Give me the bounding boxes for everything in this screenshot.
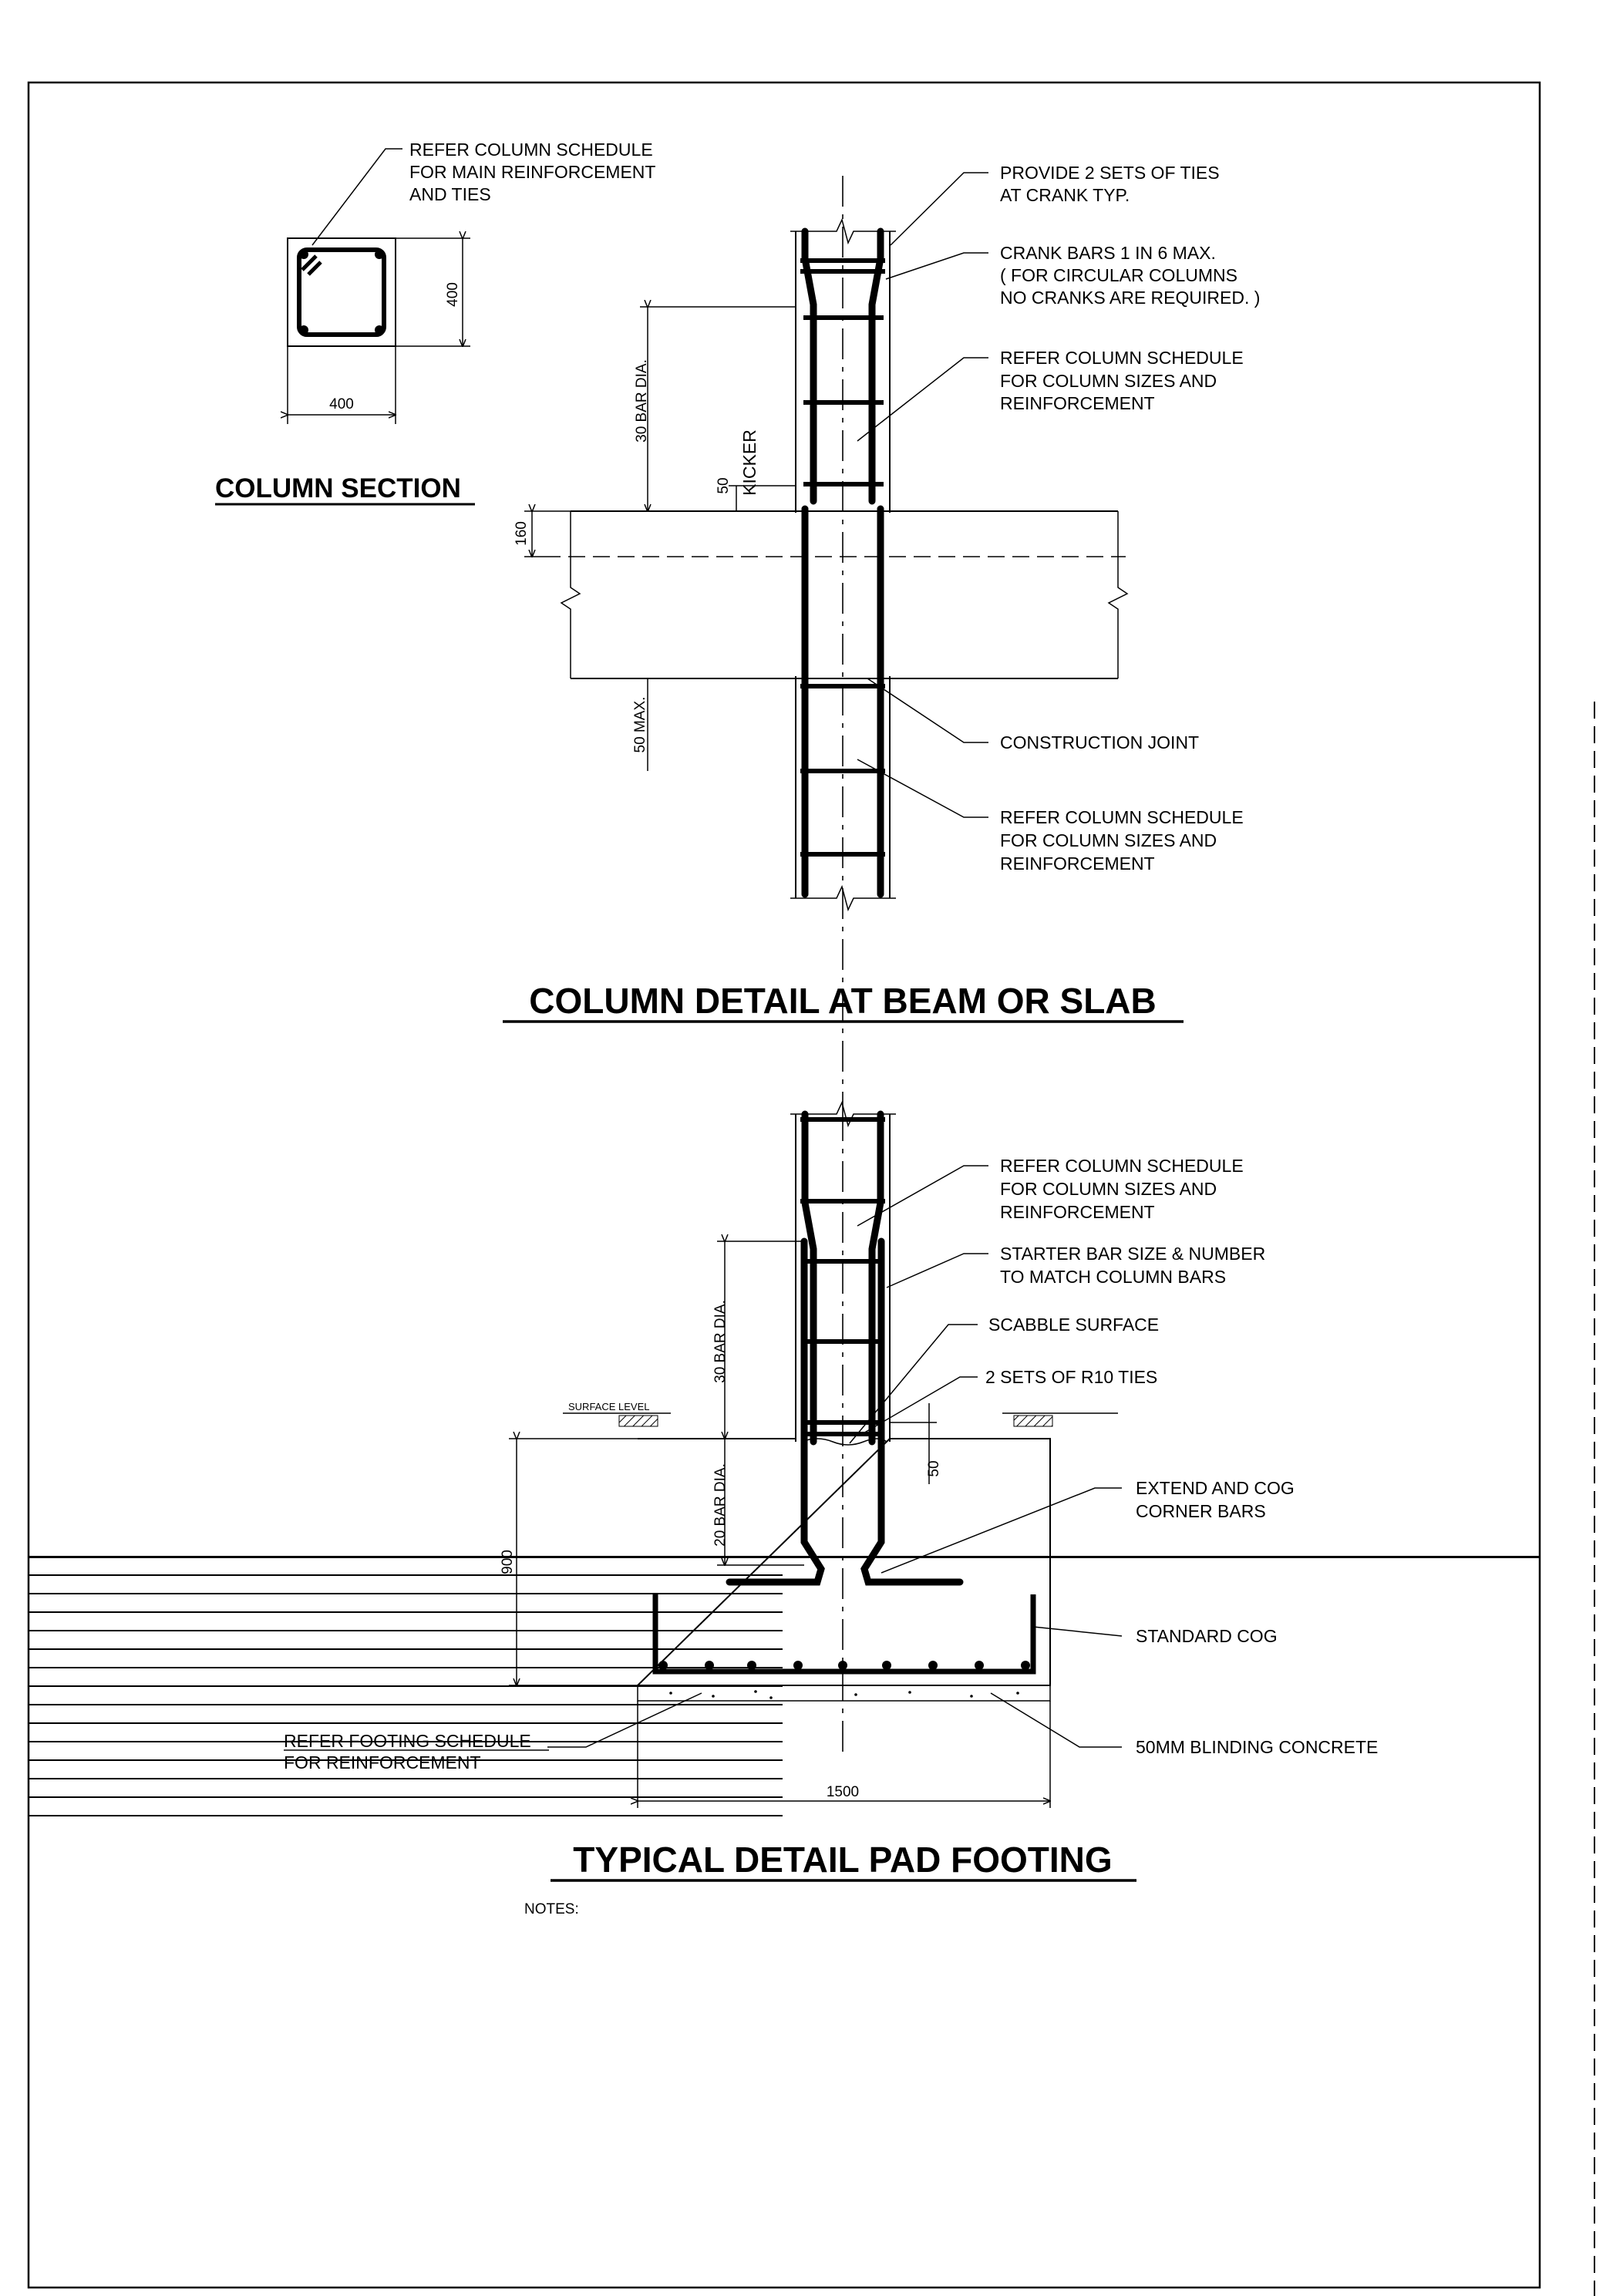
beam-ties-note: PROVIDE 2 SETS OF TIES AT CRANK TYP. (1000, 163, 1220, 205)
column-section-width-dim: 400 (329, 396, 354, 412)
column-section-title: COLUMN SECTION (215, 473, 461, 503)
surface-hatch-right (1014, 1416, 1052, 1426)
surface-level-label: SURFACE LEVEL (568, 1401, 650, 1412)
slab-dim: 160 (514, 521, 530, 546)
column-section (215, 140, 660, 504)
column-section-note: REFER COLUMN SCHEDULE FOR MAIN REINFORCEMENT AND TIES (409, 140, 656, 204)
footing-detail-title: TYPICAL DETAIL PAD FOOTING (573, 1840, 1113, 1880)
max-dim: 50 MAX. (632, 696, 648, 753)
beam-detail-title: COLUMN DETAIL AT BEAM OR SLAB (529, 981, 1157, 1021)
general-notes (524, 1901, 579, 1917)
kicker-label: KICKER (739, 429, 759, 496)
footing-schedule-note: REFER COLUMN SCHEDULE FOR COLUMN SIZES AND REINFORCEMENT (1000, 1156, 1244, 1222)
beam-column-detail (503, 163, 1260, 1110)
crank-note: CRANK BARS 1 IN 6 MAX. ( FOR CIRCULAR COLUMNS NO CRANKS ARE REQUIRED. ) (1000, 243, 1261, 308)
footing-width-dim: 1500 (826, 1784, 860, 1800)
footing-bar20-dim: 20 BAR DIA. (712, 1463, 729, 1547)
construction-joint-note: CONSTRUCTION JOINT (1000, 732, 1200, 752)
beam-bar-dia-dim: 30 BAR DIA. (634, 359, 650, 443)
starter-bar-note: STARTER BAR SIZE & NUMBER TO MATCH COLUMN BARS (1000, 1244, 1266, 1287)
blinding-note: 50MM BLINDING CONCRETE (1136, 1737, 1379, 1757)
surface-hatch-left (619, 1416, 658, 1426)
pad-footing-detail (284, 1103, 1378, 1880)
footing-50-dim: 50 (926, 1460, 942, 1477)
notes-heading: NOTES: (524, 1901, 579, 1917)
extend-cog-note: EXTEND AND COG CORNER BARS (1136, 1478, 1295, 1521)
column-section-height-dim: 400 (445, 282, 461, 307)
footing-schedule-ref-note: REFER FOOTING SCHEDULE FOR REINFORCEMENT (284, 1731, 531, 1772)
beam-schedule-top-note: REFER COLUMN SCHEDULE FOR COLUMN SIZES AND REINFORCEMENT (1000, 348, 1244, 413)
sheet-border (29, 82, 1540, 2288)
standard-cog-note: STANDARD COG (1136, 1626, 1278, 1646)
scabble-note: SCABBLE SURFACE (988, 1315, 1160, 1335)
beam-schedule-bottom-note: REFER COLUMN SCHEDULE FOR COLUMN SIZES AND REINFORCEMENT (1000, 807, 1244, 874)
kicker-dim: 50 (716, 477, 732, 494)
r10-ties-note: 2 SETS OF R10 TIES (985, 1367, 1158, 1387)
footing-bar30-dim: 30 BAR DIA. (712, 1300, 729, 1383)
footing-depth-dim: 900 (500, 1550, 516, 1574)
